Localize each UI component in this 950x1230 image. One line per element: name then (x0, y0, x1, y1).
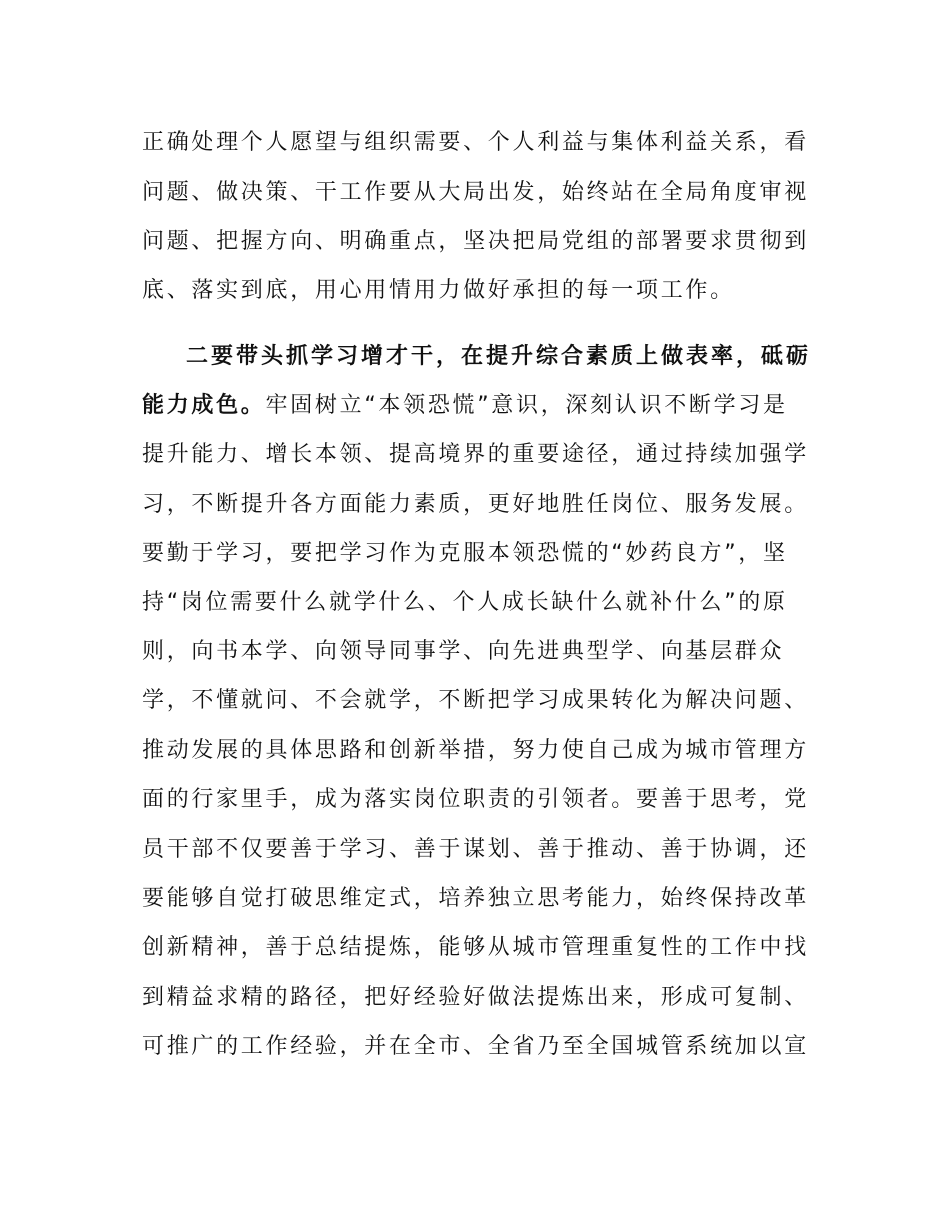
text-line (142, 884, 822, 914)
text-line (142, 227, 822, 257)
text-line (142, 440, 822, 470)
body-text: 学，不懂就问、不会就学，不断把学习成果转化为解决问题、 (142, 688, 809, 713)
text-line (142, 490, 822, 520)
body-text: 问题、把握方向、明确重点，坚决把局党组的部署要求贯彻到 (142, 229, 809, 254)
text-line (142, 686, 822, 716)
text-line (142, 1032, 822, 1062)
text-line (142, 835, 822, 865)
body-text: 正确处理个人愿望与组织需要、个人利益与集体利益关系，看 (142, 130, 809, 155)
body-text: 则，向书本学、向领导同事学、向先进典型学、向基层群众 (142, 639, 785, 664)
body-text: 问题、做决策、干工作要从大局出发，始终站在全局角度审视 (142, 180, 809, 205)
body-text: 创新精神，善于总结提炼，能够从城市管理重复性的工作中找 (142, 935, 809, 960)
text-line (142, 637, 822, 667)
body-text: 推动发展的具体思路和创新举措，努力使自己成为城市管理方 (142, 738, 809, 763)
text-line (142, 983, 822, 1013)
body-text: 要能够自觉打破思维定式，培养独立思考能力，始终保持改革 (142, 886, 809, 911)
text-line (142, 276, 822, 306)
body-text: 面的行家里手，成为落实岗位职责的引领者。要善于思考，党 (142, 787, 809, 812)
bold-heading-text: 二要带头抓学习增才干，在提升综合素质上做表率，砥砺 (186, 344, 812, 369)
body-text: 可推广的工作经验，并在全市、全省乃至全国城管系统加以宣 (142, 1034, 809, 1059)
body-text: 习，不断提升各方面能力素质，更好地胜任岗位、服务发展。 (142, 492, 809, 517)
text-line (142, 391, 822, 421)
body-text: 牢固树立“本领恐慌”意识，深刻认识不断学习是 (265, 393, 788, 418)
text-line (142, 736, 822, 766)
text-line (142, 128, 822, 158)
body-text: 要勤于学习，要把学习作为克服本领恐慌的“妙药良方”，坚 (142, 541, 788, 566)
text-line (142, 785, 822, 815)
text-line (142, 588, 822, 618)
body-text: 到精益求精的路径，把好经验好做法提炼出来，形成可复制、 (142, 985, 809, 1010)
text-line (186, 342, 866, 372)
text-line (142, 539, 822, 569)
body-text: 员干部不仅要善于学习、善于谋划、善于推动、善于协调，还 (142, 837, 809, 862)
bold-heading-text: 能力成色。 (142, 393, 266, 418)
text-line (142, 178, 822, 208)
body-text: 持“岗位需要什么就学什么、个人成长缺什么就补什么”的原 (142, 590, 788, 615)
text-line (142, 933, 822, 963)
body-text: 底、落实到底，用心用情用力做好承担的每一项工作。 (142, 278, 735, 303)
body-text: 提升能力、增长本领、提高境界的重要途径，通过持续加强学 (142, 442, 809, 467)
